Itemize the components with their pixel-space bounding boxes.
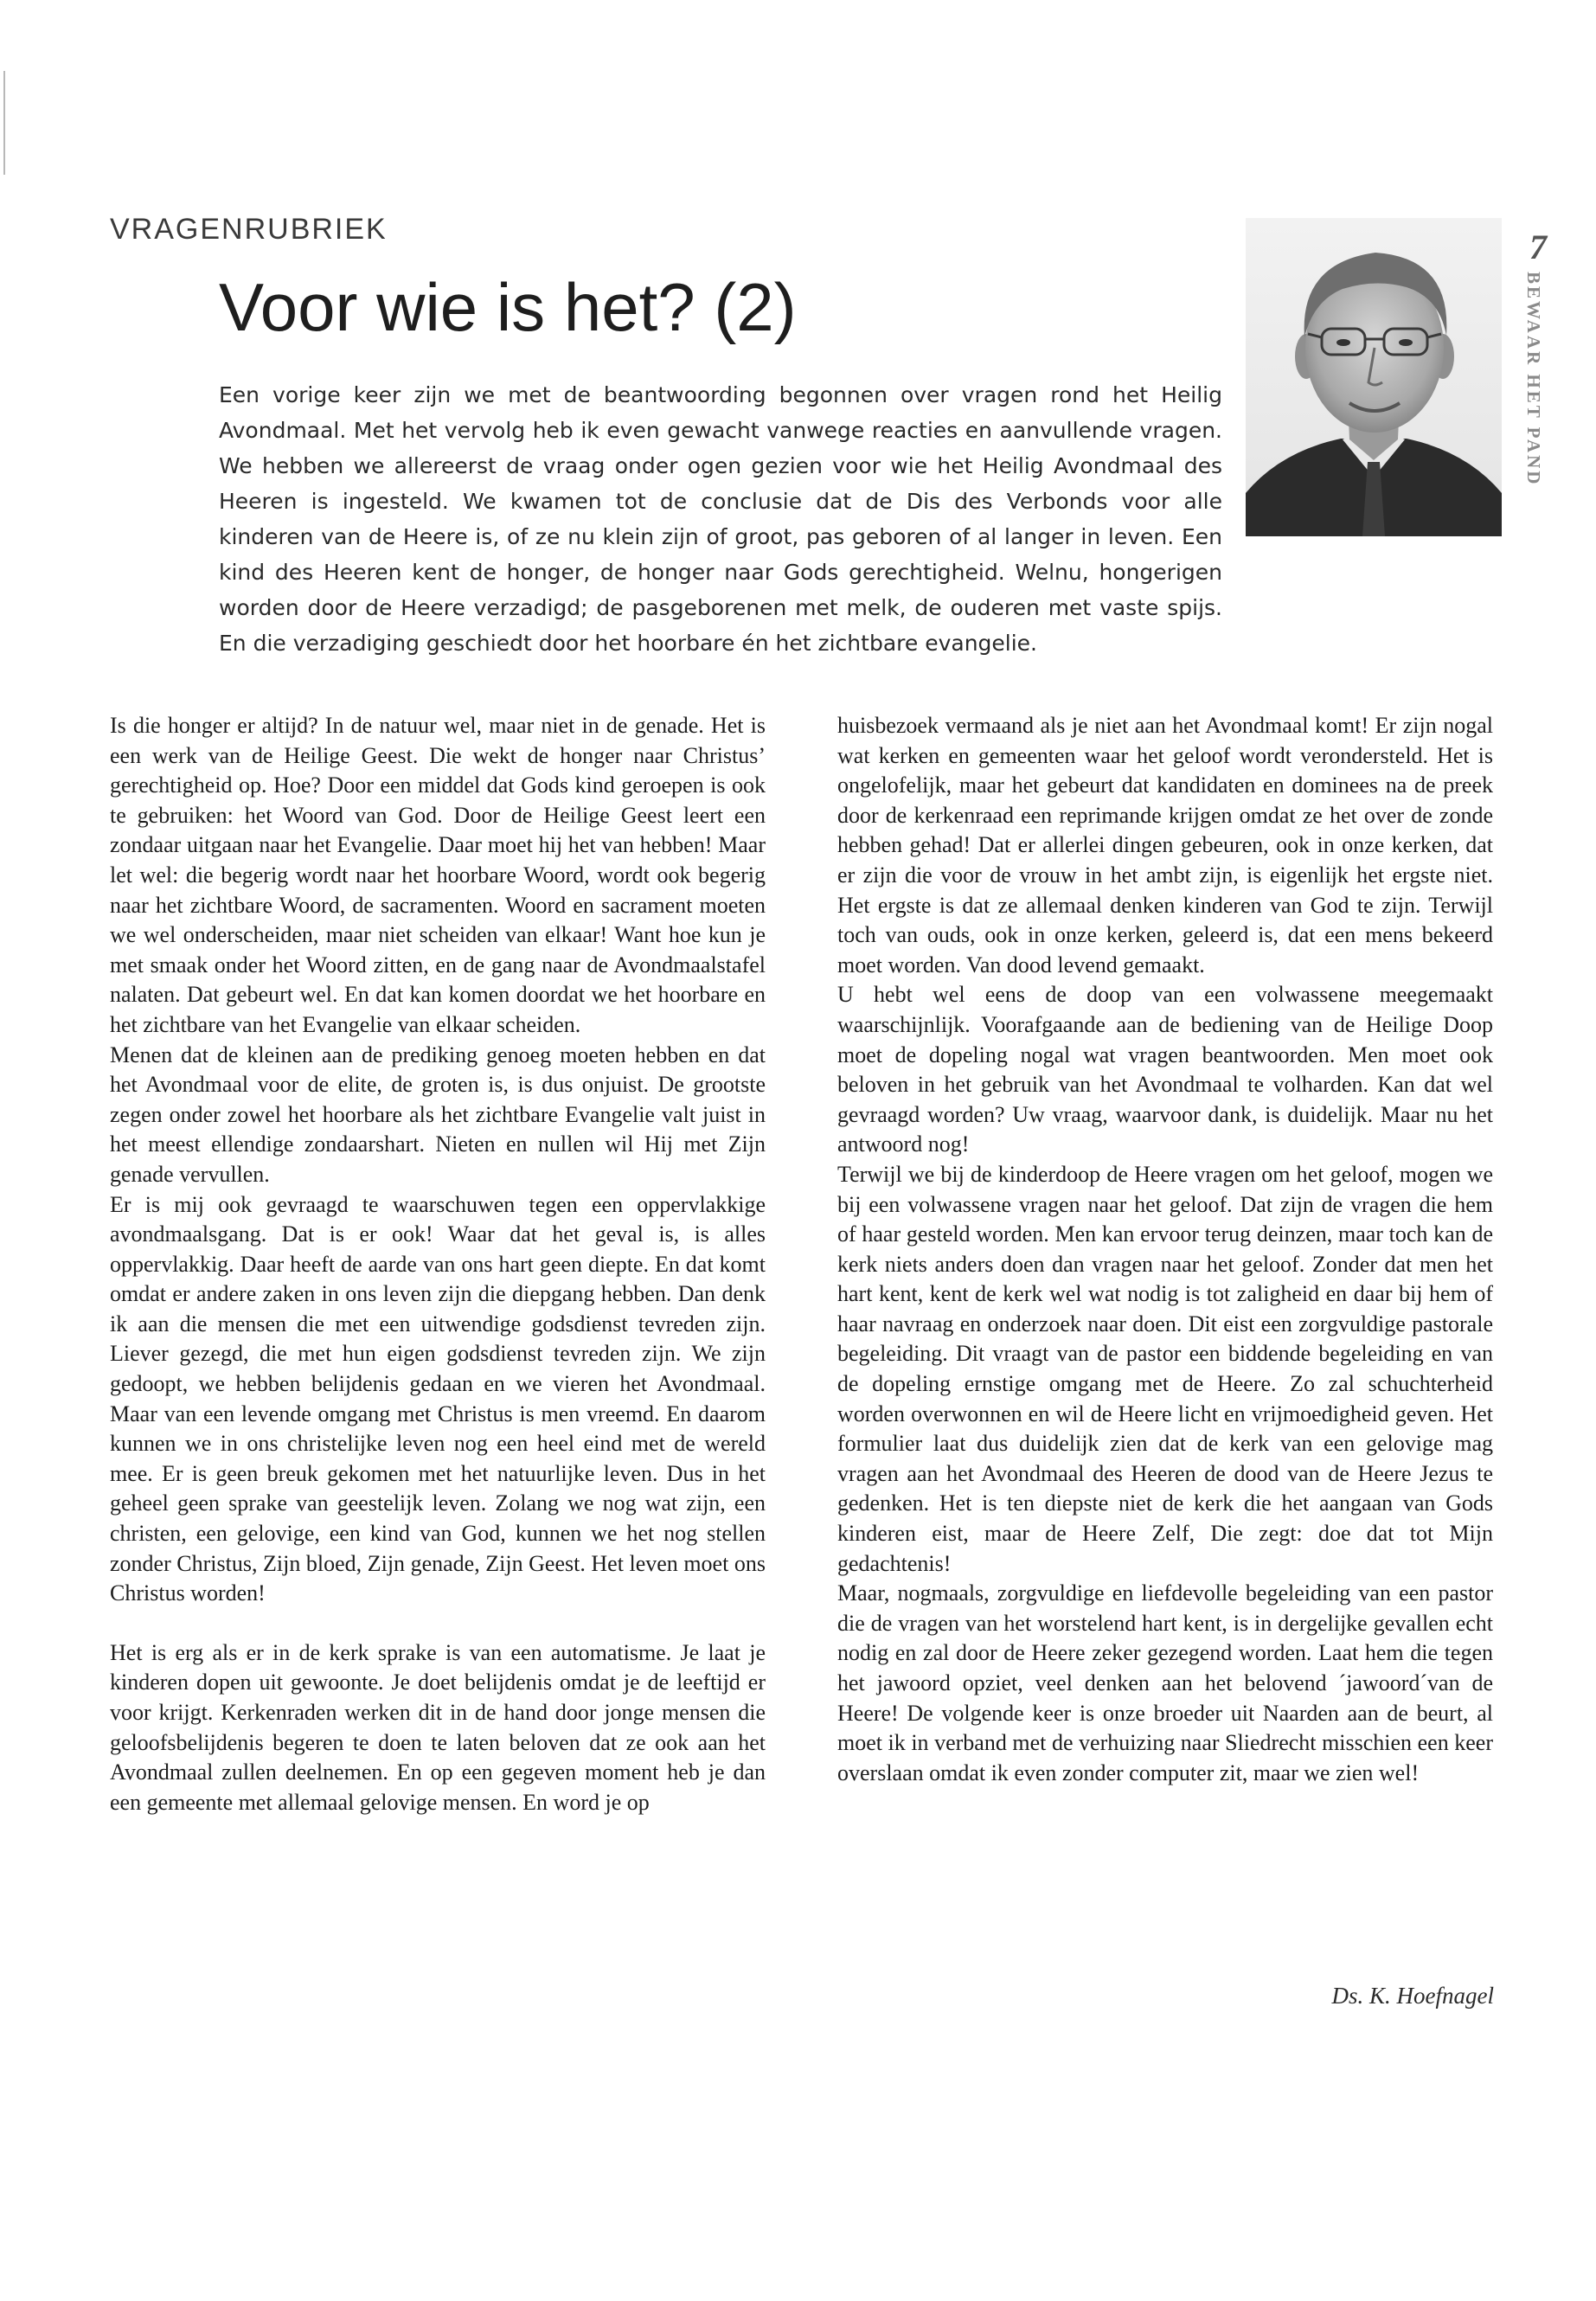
section-label: VRAGENRUBRIEK — [110, 213, 388, 246]
body-paragraph: Menen dat de kleinen aan de prediking genoeg moeten hebben en dat het Avondmaal voor de elite, de groten is, is dus onjuist. De grootste zegen onder zowel het hoorbare als het zichtbare Evangelie valt juist in het meest ellendige zondaarshart. Nieten en nullen wil Hij met Zijn genade vervullen. — [110, 1042, 766, 1187]
body-paragraph: Het is erg als er in de kerk sprake is van een automatisme. Je laat je kinderen dopen uit gewoonte. Je doet belijdenis omdat je de leeftijd er voor krijgt. Kerkenraden werken dit in de hand door jonge mensen die geloofsbelijdenis begeren te doen te laten beloven dat ze ook aan het Avondmaal zullen deelnemen. En op een gegeven moment heb je dan een gemeente met allemaal gelovige mensen. En word je op — [110, 1639, 766, 1815]
body-paragraph: huisbezoek vermaand als je niet aan het Avondmaal komt! Er zijn nogal wat kerken en gemeenten waar het geloof wordt verondersteld. Het is ongelofelijk, maar het gebeurt dat kandidaten en dominees na de preek door de kerkenraad een reprimande krijgen omdat ze het over de zonde hebben gehad! Dat er allerlei dingen gebeuren, ook in onze kerken, dat er zijn die voor de vrouw in het ambt zijn, is eigenlijk het ergste niet. Het ergste is dat ze allemaal denken kinderen van God te zijn. Terwijl toch van ouds, ook in onze kerken, geleerd is, dat een mens bekeerd moet worden. Van dood levend gemaakt. — [837, 713, 1493, 977]
author-portrait — [1246, 218, 1502, 536]
page-number: 7 — [1529, 228, 1547, 266]
article-intro — [219, 377, 1222, 661]
right-column — [837, 711, 1493, 1788]
body-paragraph: Maar, nogmaals, zorgvuldige en liefdevolle begeleiding van een pastor die de vragen van het worstelend hart kent, is in dergelijke gevallen echt nodig en zal door de Heere zeker gezegend worden. Laat hem die tegen het jawoord opziet, veel denken aan het belovend ´jawoord´van de Heere! De volgende keer is onze broeder uit Naarden aan de beurt, al moet ik in verband met de verhuizing naar Sliedrecht misschien een keer overslaan omdat ik even zonder computer zit, maar we zien wel! — [837, 1580, 1493, 1785]
body-paragraph: U hebt wel eens de doop van een volwassene meegemaakt waarschijnlijk. Voorafgaande aan de bediening van de Heilige Doop moet de dopeling nogal wat vragen beantwoorden. Men moet ook beloven in het gebruik van het Avondmaal te volharden. Kan dat wel gevraagd worden? Uw vraag, waarvoor dank, is duidelijk. Maar nu het antwoord nog! — [837, 982, 1493, 1157]
author-signature: Ds. K. Hoefnagel — [1331, 1983, 1494, 2009]
body-paragraph: Er is mij ook gevraagd te waarschuwen tegen een oppervlakkige avondmaalsgang. Dat is er ook! Waar dat het geval is, is alles oppervlakkig. Daar heeft de aarde van ons hart geen diepte. En dat komt omdat er andere zaken in ons leven zijn die diepgang hebben. Dan denk ik aan die mensen die met een uitwendige godsdienst tevreden zijn. Liever gezegd, die met hun eigen godsdienst tevreden zijn. We zijn gedoopt, we hebben belijdenis gedaan en we vieren het Avondmaal. Maar van een levende omgang met Christus is men vreemd. En daarom kunnen we in ons christelijke leven nog een heel eind met de wereld mee. Er is geen breuk gekomen met het natuurlijke leven. Dus in het geheel geen sprake van geestelijk leven. Zolang we nog wat zijn, een christen, een gelovige, een kind van God, kunnen we het nog stellen zonder Christus, Zijn bloed, Zijn genade, Zijn Geest. Het leven moet ons Christus worden! — [110, 1191, 766, 1606]
running-header: BEWAAR HET PAND — [1523, 272, 1544, 487]
left-column — [110, 711, 766, 1817]
page-edge-rule — [3, 71, 5, 175]
body-paragraph: Is die honger er altijd? In de natuur wel, maar niet in de genade. Het is een werk van de Heilige Geest. Die wekt de honger naar Christus’ gerechtigheid op. Hoe? Door een middel dat Gods kind geroepen is ook te gebruiken: het Woord van God. Door de Heilige Geest leert een zondaar uitgaan naar het Evangelie. Daar moet hij het van hebben! Maar let wel: die begerig wordt naar het hoorbare Woord, wordt ook begerig naar het zichtbare Woord, de sacramenten. Woord en sacrament moeten we wel onderscheiden, maar niet scheiden van elkaar! Want hoe kun je met smaak onder het Woord zitten, en de gang naar de Avondmaalstafel nalaten. Dat gebeurt wel. En dat kan komen doordat we het hoorbare en het zichtbare van het Evangelie van elkaar scheiden. — [110, 713, 766, 1037]
article-title: Voor wie is het? (2) — [219, 269, 797, 345]
intro-paragraph: Een vorige keer zijn we met de beantwoording begonnen over vragen rond het Heilig Avondmaal. Met het vervolg heb ik even gewacht vanwege reacties en aanvullende vragen. We hebben we allereerst de vraag onder ogen gezien voor wie het Heilig Avondmaal des Heeren is ingesteld. We kwamen tot de conclusie dat de Dis des Verbonds voor alle kinderen van de Heere is, of ze nu klein zijn of groot, pas geboren of al langer in leven. Een kind des Heeren kent de honger, de honger naar Gods gerechtigheid. Welnu, hongerigen worden door de Heere verzadigd; de pasgeborenen met melk, de ouderen met vaste spijs. En die verzadiging geschiedt door het hoorbare én het zichtbare evangelie. — [219, 382, 1222, 656]
body-paragraph: Terwijl we bij de kinderdoop de Heere vragen om het geloof, mogen we bij een volwassene vragen naar het geloof. Dat zijn de vragen die hem of haar gesteld worden. Men kan ervoor terug deinzen, maar toch kan de kerk niets anders doen dan vragen naar het geloof. Zonder dat men het hart kent, kent de kerk wel wat nodig is tot zaligheid en daar bij hem of haar navraag en onderzoek naar doen. Dit eist een zorgvuldige pastorale begeleiding. Dit vraagt van de pastor een biddende begeleiding en van de dopeling ernstige omgang met de Heere. Zo zal schuchterheid worden overwonnen en wil de Heere licht en vrijmoedigheid geven. Het formulier laat dus duidelijk zien dat de kerk van een gelovige mag vragen aan het Avondmaal des Heeren de dood van de Heere Jezus te gedenken. Het is ten diepste niet de kerk die het aangaan van Gods kinderen eist, maar de Heere Zelf, Die zegt: doe dat tot Mijn gedachtenis! — [837, 1161, 1493, 1576]
author-portrait-photo — [1246, 218, 1502, 536]
